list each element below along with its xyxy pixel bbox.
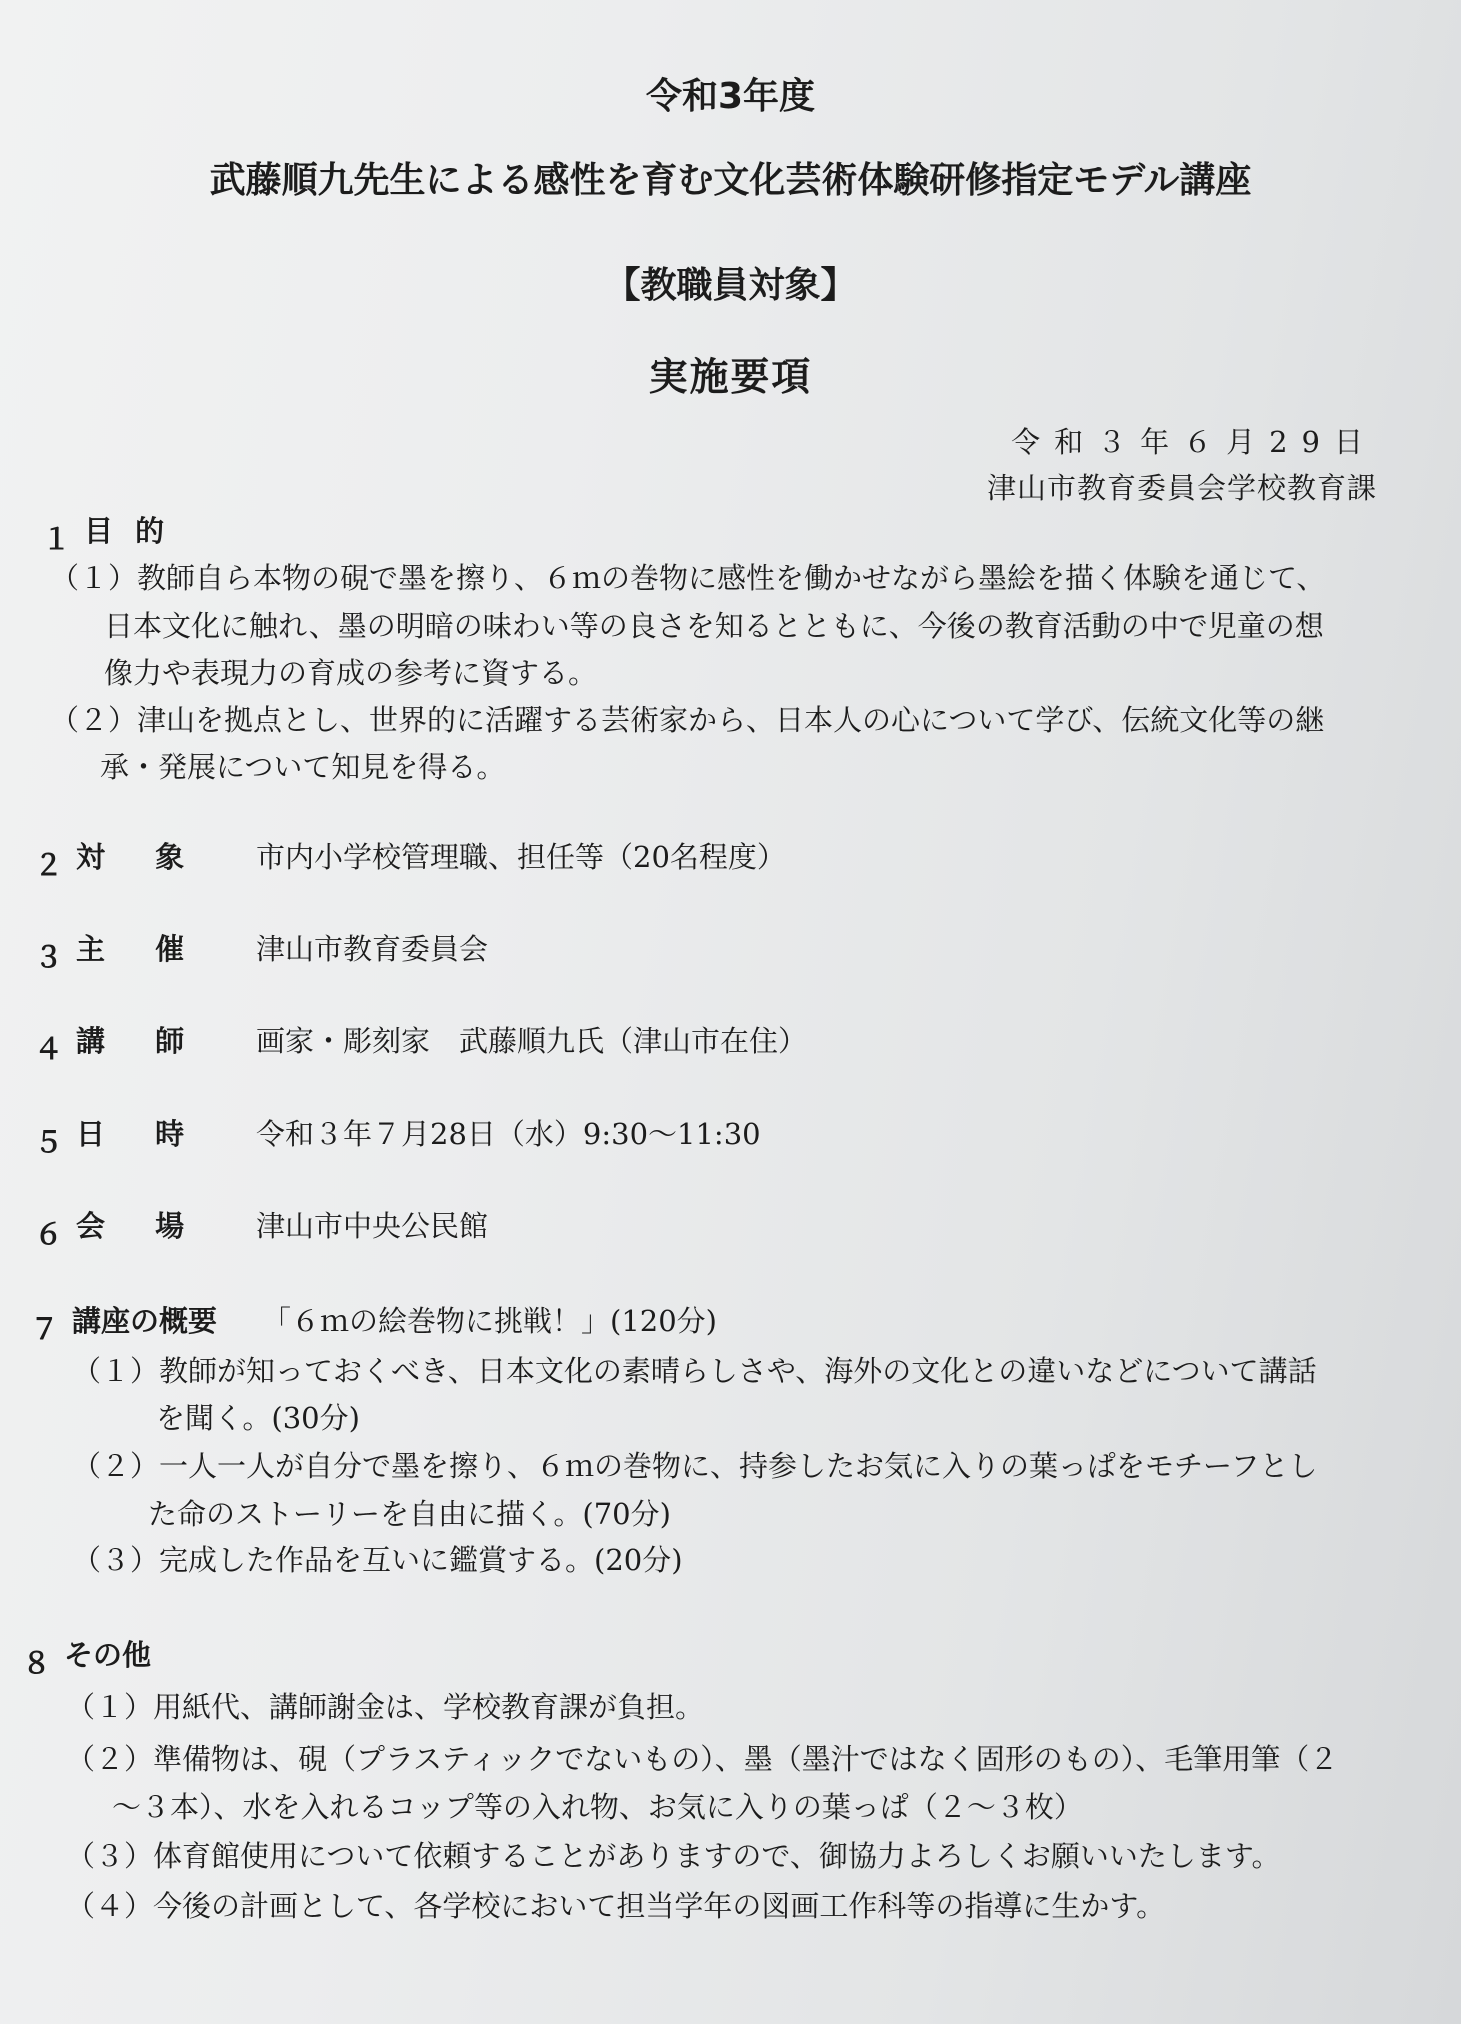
- section-4-number: ４: [34, 1032, 64, 1066]
- section-6-value: 津山市中央公民館: [256, 1209, 489, 1243]
- section-1-item-2-line-1: （２）津山を拠点とし、世界的に活躍する芸術家から、日本人の心について学び、伝統文化等の継: [50, 703, 1325, 737]
- section-3-number: ３: [34, 940, 64, 974]
- section-8-item-2-line-2: ～３本）、水を入れるコップ等の入れ物、お気に入りの葉っぱ（２～３枚）: [112, 1790, 1083, 1824]
- section-7-subtitle: 「６ｍの絵巻物に挑戦！」(120分): [262, 1304, 717, 1338]
- section-3-value: 津山市教育委員会: [256, 932, 489, 966]
- issue-date: 令和３年６月29日: [1011, 425, 1377, 459]
- section-1-item-1-line-2: 日本文化に触れ、墨の明暗の味わい等の良さを知るとともに、今後の教育活動の中で児童の想: [104, 609, 1324, 643]
- section-1-item-2-line-2: 承・発展について知見を得る。: [100, 750, 506, 784]
- section-8-item-4-line-1: （４）今後の計画として、各学校において担当学年の図画工作科等の指導に生かす。: [66, 1889, 1166, 1923]
- section-7-item-2-line-2: た命のストーリーを自由に描く。(70分): [148, 1497, 671, 1531]
- section-2-number: ２: [34, 848, 64, 882]
- section-5-value: 令和３年７月28日（水）9:30～11:30: [256, 1117, 761, 1151]
- section-7-item-3-line-1: （３）完成した作品を互いに鑑賞する。(20分): [72, 1543, 683, 1577]
- section-8-item-3-line-1: （３）体育館使用について依頼することがありますので、御協力よろしくお願いいたします。: [66, 1839, 1281, 1873]
- section-7-heading: 講座の概要: [72, 1304, 218, 1338]
- document-title: 武藤順九先生による感性を育む文化芸術体験研修指定モデル講座: [209, 160, 1252, 201]
- section-6-number: ６: [34, 1217, 64, 1251]
- section-1-heading: 目 的: [84, 514, 171, 548]
- section-2-value: 市内小学校管理職、担任等（20名程度）: [256, 840, 786, 874]
- section-1-number: １: [42, 522, 72, 556]
- document-year: 令和3年度: [646, 76, 815, 117]
- section-8-item-2-line-1: （２）準備物は、硯（プラスティックでないもの）、墨（墨汁ではなく固形のもの）、毛筆用筆（２: [66, 1742, 1339, 1776]
- issuing-organization: 津山市教育委員会学校教育課: [986, 471, 1377, 505]
- section-4-value: 画家・彫刻家 武藤順九氏（津山市在住）: [256, 1024, 808, 1058]
- section-7-number: ７: [30, 1312, 60, 1346]
- section-8-heading: その他: [64, 1638, 152, 1672]
- document-type: 実施要項: [648, 355, 813, 400]
- section-1-item-1-line-1: （１）教師自ら本物の硯で墨を擦り、６ｍの巻物に感性を働かせながら墨絵を描く体験を通じて、: [50, 561, 1326, 595]
- section-8-item-1-line-1: （１）用紙代、講師謝金は、学校教育課が負担。: [66, 1690, 705, 1724]
- document-audience: 【教職員対象】: [604, 265, 857, 306]
- section-7-item-1-line-2: を聞く。(30分): [156, 1401, 360, 1435]
- section-6-heading: 会 場: [76, 1209, 205, 1243]
- section-5-heading: 日 時: [76, 1117, 205, 1151]
- section-3-heading: 主 催: [76, 932, 205, 966]
- section-5-number: ５: [34, 1125, 64, 1159]
- section-8-number: ８: [22, 1646, 52, 1680]
- section-2-heading: 対 象: [76, 840, 205, 874]
- section-4-heading: 講 師: [76, 1024, 205, 1058]
- section-7-item-1-line-1: （１）教師が知っておくべき、日本文化の素晴らしさや、海外の文化との違いなどについて講話: [72, 1354, 1317, 1388]
- section-7-item-2-line-1: （２）一人一人が自分で墨を擦り、６ｍの巻物に、持参したお気に入りの葉っぱをモチーフとし: [72, 1449, 1318, 1483]
- section-1-item-1-line-3: 像力や表現力の育成の参考に資する。: [104, 656, 598, 690]
